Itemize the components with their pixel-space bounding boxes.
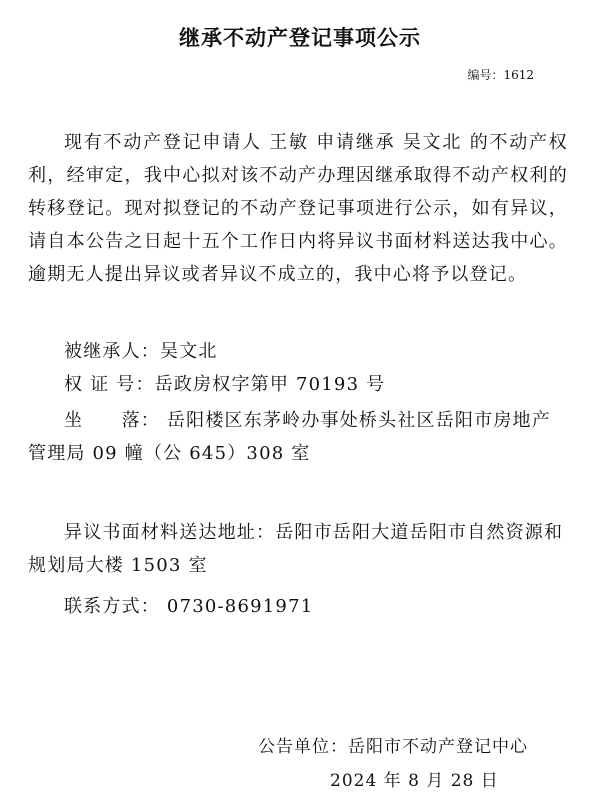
certificate-field: 权 证 号：岳政房权字第甲 70193 号	[64, 374, 386, 395]
issuer-signature: 公告单位：岳阳市不动产登记中心	[258, 737, 528, 757]
page-title: 继承不动产登记事项公示	[179, 26, 421, 50]
heir-field: 被继承人：吴文北	[64, 341, 218, 362]
objection-address-field: 异议书面材料送达地址：岳阳市岳阳大道岳阳市自然资源和规划局大楼 1503 室	[28, 522, 564, 576]
document-number: 编号：1612	[467, 68, 534, 82]
location-field: 坐 落： 岳阳楼区东茅岭办事处桥头社区岳阳市房地产管理局 09 幢（公 645）308 室	[28, 410, 551, 464]
issue-date: 2024 年 8 月 28 日	[330, 771, 499, 791]
contact-field: 联系方式： 0730-8691971	[64, 596, 314, 617]
notice-paragraph: 现有不动产登记申请人 王敏 申请继承 吴文北 的不动产权利，经审定，我中心拟对该不动产办理因继承取得不动产权利的转移登记。现对拟登记的不动产登记事项进行公示，如有异议，请自本公告之日起十五个工作日内将异议书面材料送达我中心。逾期无人提出异议或者异议不成立的，我中心将予以登记。	[28, 132, 568, 285]
